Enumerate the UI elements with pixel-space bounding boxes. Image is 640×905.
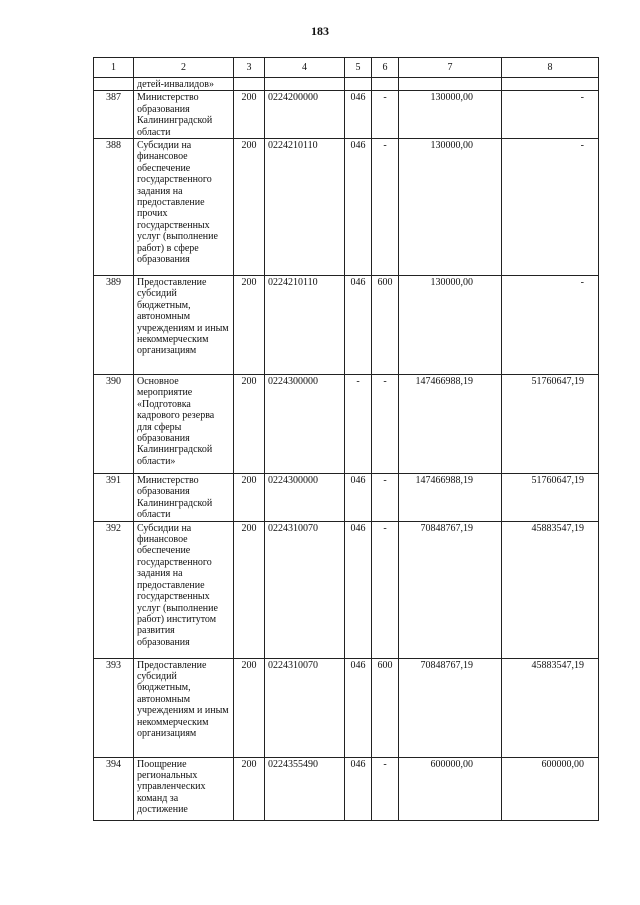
row-number: 391 — [94, 474, 134, 522]
continuation-row — [94, 78, 599, 91]
row-number: 387 — [94, 91, 134, 139]
row-col6: 600 — [372, 276, 399, 375]
row-code: 0224355490 — [265, 757, 345, 820]
header-cell: 4 — [265, 58, 345, 78]
row-name: Министерство образования Калининградской области — [134, 474, 234, 522]
header-cell: 5 — [345, 58, 372, 78]
table-row — [94, 375, 599, 474]
row-amount-2: 45883547,19 — [502, 521, 599, 658]
row-col3: 200 — [234, 521, 265, 658]
row-amount-1: 130000,00 — [399, 139, 502, 276]
row-amount-1: 70848767,19 — [399, 521, 502, 658]
table-row — [94, 658, 599, 757]
row-amount-2: 45883547,19 — [502, 658, 599, 757]
row-amount-1: 600000,00 — [399, 757, 502, 820]
row-col5: - — [345, 375, 372, 474]
row-col5: 046 — [345, 91, 372, 139]
row-amount-1: 147466988,19 — [399, 474, 502, 522]
row-amount-1: 70848767,19 — [399, 658, 502, 757]
row-code: 0224210110 — [265, 139, 345, 276]
row-col6: - — [372, 521, 399, 658]
row-name: Министерство образования Калининградской области — [134, 91, 234, 139]
row-col3: 200 — [234, 658, 265, 757]
row-number: 390 — [94, 375, 134, 474]
header-cell: 2 — [134, 58, 234, 78]
row-number: 392 — [94, 521, 134, 658]
row-col3: 200 — [234, 91, 265, 139]
row-col3: 200 — [234, 139, 265, 276]
page-number: 183 — [311, 24, 329, 38]
row-name: Предоставление субсидий бюджетным, автономным учреждениям и иным некоммерческим организациям — [134, 276, 234, 375]
header-cell: 6 — [372, 58, 399, 78]
row-number: 393 — [94, 658, 134, 757]
row-col6: - — [372, 757, 399, 820]
row-col6: - — [372, 91, 399, 139]
row-amount-2: - — [502, 91, 599, 139]
header-cell: 7 — [399, 58, 502, 78]
row-amount-1: 130000,00 — [399, 91, 502, 139]
row-amount-1: 147466988,19 — [399, 375, 502, 474]
header-cell: 8 — [502, 58, 599, 78]
row-amount-2: 51760647,19 — [502, 474, 599, 522]
row-col5: 046 — [345, 276, 372, 375]
row-code: 0224300000 — [265, 474, 345, 522]
table-row — [94, 474, 599, 522]
row-col3: 200 — [234, 375, 265, 474]
row-number: 388 — [94, 139, 134, 276]
row-col3: 200 — [234, 474, 265, 522]
table-row — [94, 91, 599, 139]
row-col5: 046 — [345, 757, 372, 820]
row-col5: 046 — [345, 521, 372, 658]
header-cell: 1 — [94, 58, 134, 78]
table-row — [94, 521, 599, 658]
row-name: Субсидии на финансовое обеспечение государственного задания на предоставление прочих государственных услуг (выполнение работ) в сфере образования — [134, 139, 234, 276]
row-amount-2: 600000,00 — [502, 757, 599, 820]
row-col5: 046 — [345, 474, 372, 522]
table-row — [94, 139, 599, 276]
row-amount-2: - — [502, 139, 599, 276]
row-code: 0224310070 — [265, 658, 345, 757]
row-col6: - — [372, 139, 399, 276]
row-amount-2: 51760647,19 — [502, 375, 599, 474]
header-cell: 3 — [234, 58, 265, 78]
header-row — [94, 58, 599, 78]
row-name: Основное мероприятие «Подготовка кадрового резерва для сферы образования Калининградской области» — [134, 375, 234, 474]
row-col5: 046 — [345, 139, 372, 276]
row-col5: 046 — [345, 658, 372, 757]
row-code: 0224310070 — [265, 521, 345, 658]
row-code: 0224210110 — [265, 276, 345, 375]
continuation-text: детей-инвалидов» — [134, 78, 234, 91]
table-row — [94, 276, 599, 375]
row-name: Предоставление субсидий бюджетным, автономным учреждениям и иным некоммерческим организациям — [134, 658, 234, 757]
row-col6: - — [372, 375, 399, 474]
row-number: 394 — [94, 757, 134, 820]
row-amount-2: - — [502, 276, 599, 375]
row-amount-1: 130000,00 — [399, 276, 502, 375]
budget-table — [93, 57, 599, 821]
row-number: 389 — [94, 276, 134, 375]
row-name: Субсидии на финансовое обеспечение государственного задания на предоставление государственных услуг (выполнение работ) институтом развития образования — [134, 521, 234, 658]
row-col6: - — [372, 474, 399, 522]
row-code: 0224200000 — [265, 91, 345, 139]
row-col3: 200 — [234, 276, 265, 375]
table-row — [94, 757, 599, 820]
row-col6: 600 — [372, 658, 399, 757]
row-col3: 200 — [234, 757, 265, 820]
row-code: 0224300000 — [265, 375, 345, 474]
row-name: Поощрение региональных управленческих команд за достижение — [134, 757, 234, 820]
